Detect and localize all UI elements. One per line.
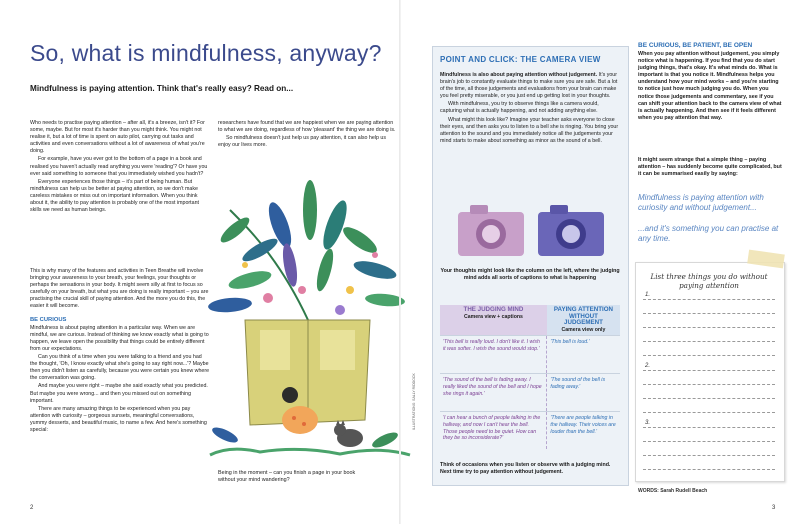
judging-mind-table xyxy=(440,305,620,449)
writing-line[interactable] xyxy=(643,455,775,456)
right-paragraph: When you pay attention without judgement, you simply notice what is happening. If you find that you do start judging things, that's okay. It's what minds do. What is important is that you notice it. Mindfulness helps you understand how your mind works – and you're starting to notice just how much judging you do. When you notice those judgements and commentary, see if you can shift your attention back to the camera view of what is actually happening. And then see if it feels different when you pay attention that way. xyxy=(638,51,782,121)
table-header-judging: THE JUDGING MIND Camera view + captions xyxy=(440,305,547,336)
body-paragraph: Who needs to practise paying attention – after all, it's a breeze, isn't it? For some, maybe. But for most it's harder than you might think. You might not realise it, but a lot of time is spent on auto pilot, carrying out tasks and activities and even conversations without a lot of awareness of what you're doing. xyxy=(30,120,205,155)
section-heading-be-curious: BE CURIOUS xyxy=(30,316,67,323)
note-number-3: 3. xyxy=(645,420,651,426)
body-paragraph: With mindfulness, you try to observe things like a camera would, capturing what is actually happening, and not adding anything else. xyxy=(440,101,599,115)
body-paragraph: Everyone experiences those things – it's part of being human. But mindfulness can help us be better at paying attention, so we don't make careless mistakes or miss out on important information. When you think about it, the ability to pay attention is probably one of the most important skills we need as human beings. xyxy=(30,178,200,214)
table-cell: 'This bell is really loud. I don't like it. I wish it was softer. I wish the sound would stop.' xyxy=(440,336,547,374)
body-paragraph: For example, have you ever got to the bottom of a page in a book and realised you haven't actually read anything you were 'reading'? Or have you ever said something to someone that you immediately wished you hadn't? xyxy=(30,156,208,177)
book-plants-illustration xyxy=(190,170,425,460)
activity-note-card xyxy=(635,262,785,482)
body-paragraph: Can you think of a time when you were talking to a friend and you had the thought, 'Oh, I know exactly what she's going to say right now...'? Maybe then you didn't listen as carefully, because you were certain you knew where the conversation was going. xyxy=(30,354,210,382)
table-cell: 'The sound of the bell is fading away. I really liked the sound of the bell and I hope she rings it again.' xyxy=(440,374,547,412)
second-column xyxy=(218,120,398,150)
illustration-credit: ILLUSTRATIONS: SALLY RIDDOCK xyxy=(412,373,416,430)
words-credit: WORDS: Sarah Rudell Beach xyxy=(638,488,708,494)
note-number-1: 1. xyxy=(645,292,651,298)
body-paragraph: It's your brain's job to constantly evaluate things to make sure you are safe. But a lot of the time, all those judgements and evaluations from your brain can make you feel pretty miserable, or you just end up getting lost in your thoughts. xyxy=(440,72,618,100)
intro-column xyxy=(30,120,210,215)
panel-heading: POINT AND CLICK: THE CAMERA VIEW xyxy=(440,55,601,64)
camera-pink-icon xyxy=(458,205,524,256)
page-subtitle: Mindfulness is paying attention. Think that's really easy? Read on... xyxy=(30,84,294,93)
table-cell: 'I can hear a bunch of people talking in the hallway, and now I can't hear the bell. Those people need to be quiet. How can they be so inconsiderate?' xyxy=(440,412,547,450)
pull-quote-continued: ...and it's something you can practise at any time. xyxy=(638,224,779,243)
right-section-heading: BE CURIOUS, BE PATIENT, BE OPEN xyxy=(638,42,753,49)
curious-column xyxy=(30,268,210,435)
table-row xyxy=(440,374,620,412)
panel-footer: Think of occasions when you listen or observe with a judging mind. Next time try to pay attention without judgement. xyxy=(440,462,611,475)
writing-line[interactable] xyxy=(643,299,775,300)
camera-illustrations xyxy=(440,200,620,262)
note-number-2: 2. xyxy=(645,363,651,369)
camera-caption: Your thoughts might look like the column on the left, where the judging mind adds all sorts of captions to what is happening xyxy=(440,268,620,281)
table-cell: 'This bell is loud.' xyxy=(547,336,620,374)
writing-line[interactable] xyxy=(643,341,775,342)
body-paragraph: So mindfulness doesn't just help us pay attention, it can also help us enjoy our lives more. xyxy=(218,135,387,149)
right-paragraph-summary: It might seem strange that a simple thing – paying attention – has suddenly become quite complicated, but it can be summarised easily by saying: xyxy=(638,157,782,178)
writing-line[interactable] xyxy=(643,355,775,356)
body-paragraph: There are many amazing things to be experienced when you pay attention with curiosity – gorgeous sunsets, meaningful conversations, yummy desserts, and beautiful music, to name a few. And here's something special: xyxy=(30,405,207,433)
table-row xyxy=(440,412,620,450)
writing-line[interactable] xyxy=(643,384,775,385)
body-paragraph: What might this look like? Imagine your teacher asks everyone to close their eyes, and then asks you to listen to a bell she is ringing. You bring your attention to the sound and you immediately notice all the judgements your mind starts to make about something as minor as the sound of a bell. xyxy=(440,116,619,144)
panel-body xyxy=(440,72,620,146)
table-cell: 'The sound of the bell is fading away.' xyxy=(547,374,620,412)
writing-line[interactable] xyxy=(643,427,775,428)
pull-quote: Mindfulness is paying attention with curiosity and without judgement... xyxy=(638,193,764,212)
note-heading: List three things you do without paying attention xyxy=(650,272,768,290)
page-number-right: 3 xyxy=(772,505,776,511)
writing-line[interactable] xyxy=(643,469,775,470)
table-row xyxy=(440,336,620,374)
writing-line[interactable] xyxy=(643,313,775,314)
table-header-no-judgement: PAYING ATTENTION WITHOUT JUDGEMENT Camera view only xyxy=(547,305,620,336)
body-paragraph: And maybe you were right – maybe she said exactly what you predicted. But maybe you were wrong... and then you missed out on something important. xyxy=(30,383,208,404)
writing-line[interactable] xyxy=(643,412,775,413)
panel-lead: Mindfulness is also about paying attention without judgement. xyxy=(440,72,598,78)
table-cell: 'There are people talking in the hallway. Their voices are louder than the bell.' xyxy=(547,412,620,450)
writing-line[interactable] xyxy=(643,370,775,371)
writing-line[interactable] xyxy=(643,327,775,328)
cat-icon xyxy=(334,420,363,447)
writing-line[interactable] xyxy=(643,398,775,399)
body-paragraph: This is why many of the features and activities in Teen Breathe will involve bringing your awareness to your breath, your feelings, your thoughts or perhaps the sensations in your body. It might seem silly at first to focus so carefully on your breath, but what you are doing is really important – you are practising the crucial skill of paying attention. And the more you do this, the easier it will become. xyxy=(30,268,209,310)
camera-blue-icon xyxy=(538,205,604,256)
writing-line[interactable] xyxy=(643,441,775,442)
page-gutter xyxy=(399,0,401,524)
page-title: So, what is mindfulness, anyway? xyxy=(30,40,382,66)
body-paragraph: researchers have found that we are happiest when we are paying attention to what we are doing, regardless of how 'pleasant' the thing we are doing is. xyxy=(218,120,396,134)
illustration-caption: Being in the moment – can you finish a page in your book without your mind wandering? xyxy=(218,470,356,483)
page-number-left: 2 xyxy=(30,505,34,511)
body-paragraph: Mindfulness is about paying attention in a particular way. When we are mindful, we are curious. Instead of thinking we know exactly what is going to happen, we leave open the possibility that things could be entirely different from our expectations. xyxy=(30,324,209,352)
leaves-icon xyxy=(207,180,405,320)
